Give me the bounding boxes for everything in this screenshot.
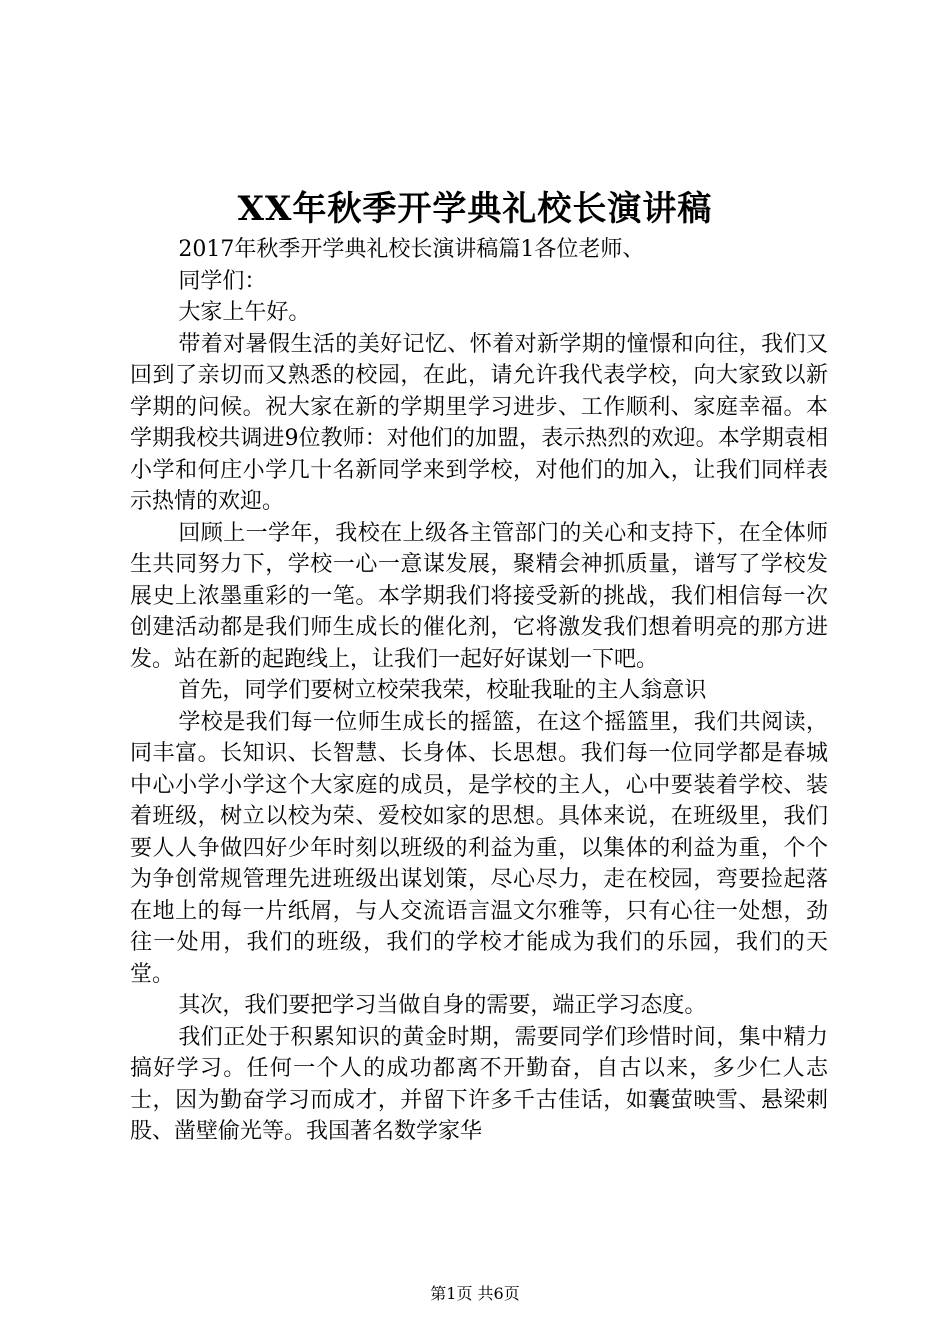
paragraph: 学校是我们每一位师生成长的摇篮，在这个摇篮里，我们共阅读，同丰富。长知识、长智慧、长身体、长思想。我们每一位同学都是春城中心小学小学这个大家庭的成员，是学校的主人，心中要装着学校、装着班级，树立以校为荣、爱校如家的思想。具体来说，在班级里，我们要人人争做四好少年时刻以班级的利益为重，以集体的利益为重，个个为争创常规管理先进班级出谋划策，尽心尽力，走在校园，弯要捡起落在地上的每一片纸屑，与人交流语言温文尔雅等，只有心往一处想，劲往一处用，我们的班级，我们的学校才能成为我们的乐园，我们的天堂。 xyxy=(130,709,828,987)
paragraph: 2017年秋季开学典礼校长演讲稿篇1各位老师、 xyxy=(178,237,645,262)
paragraph: 其次，我们要把学习当做自身的需要，端正学习态度。 xyxy=(178,993,707,1018)
document-body xyxy=(130,234,828,1148)
paragraph: 我们正处于积累知识的黄金时期，需要同学们珍惜时间，集中精力搞好学习。任何一个人的成功都离不开勤奋，自古以来，多少仁人志士，因为勤奋学习而成才，并留下许多千古佳话，如囊萤映雪、悬梁刺股、凿壁偷光等。我国著名数学家华 xyxy=(130,1024,828,1144)
paragraph: 带着对暑假生活的美好记忆、怀着对新学期的憧憬和向往，我们又回到了亲切而又熟悉的校园，在此，请允许我代表学校，向大家致以新学期的问候。祝大家在新的学期里学习进步、工作顺利、家庭幸福。本学期我校共调进9位教师：对他们的加盟，表示热烈的欢迎。本学期袁相小学和何庄小学几十名新同学来到学校，对他们的加入，让我们同样表示热情的欢迎。 xyxy=(130,331,828,514)
paragraph: 回顾上一学年，我校在上级各主管部门的关心和支持下，在全体师生共同努力下，学校一心一意谋发展，聚精会神抓质量，谱写了学校发展史上浓墨重彩的一笔。本学期我们将接受新的挑战，我们相信每一次创建活动都是我们师生成长的催化剂，它将激发我们想着明亮的那方进发。站在新的起跑线上，让我们一起好好谋划一下吧。 xyxy=(130,520,828,672)
document-title: XX年秋季开学典礼校长演讲稿 xyxy=(237,189,713,229)
paragraph: 大家上午好。 xyxy=(178,300,311,325)
paragraph: 首先，同学们要树立校荣我荣，校耻我耻的主人翁意识 xyxy=(178,678,707,703)
paragraph: 同学们： xyxy=(178,268,267,294)
page-number-footer: 第1页 共6页 xyxy=(430,1284,520,1303)
